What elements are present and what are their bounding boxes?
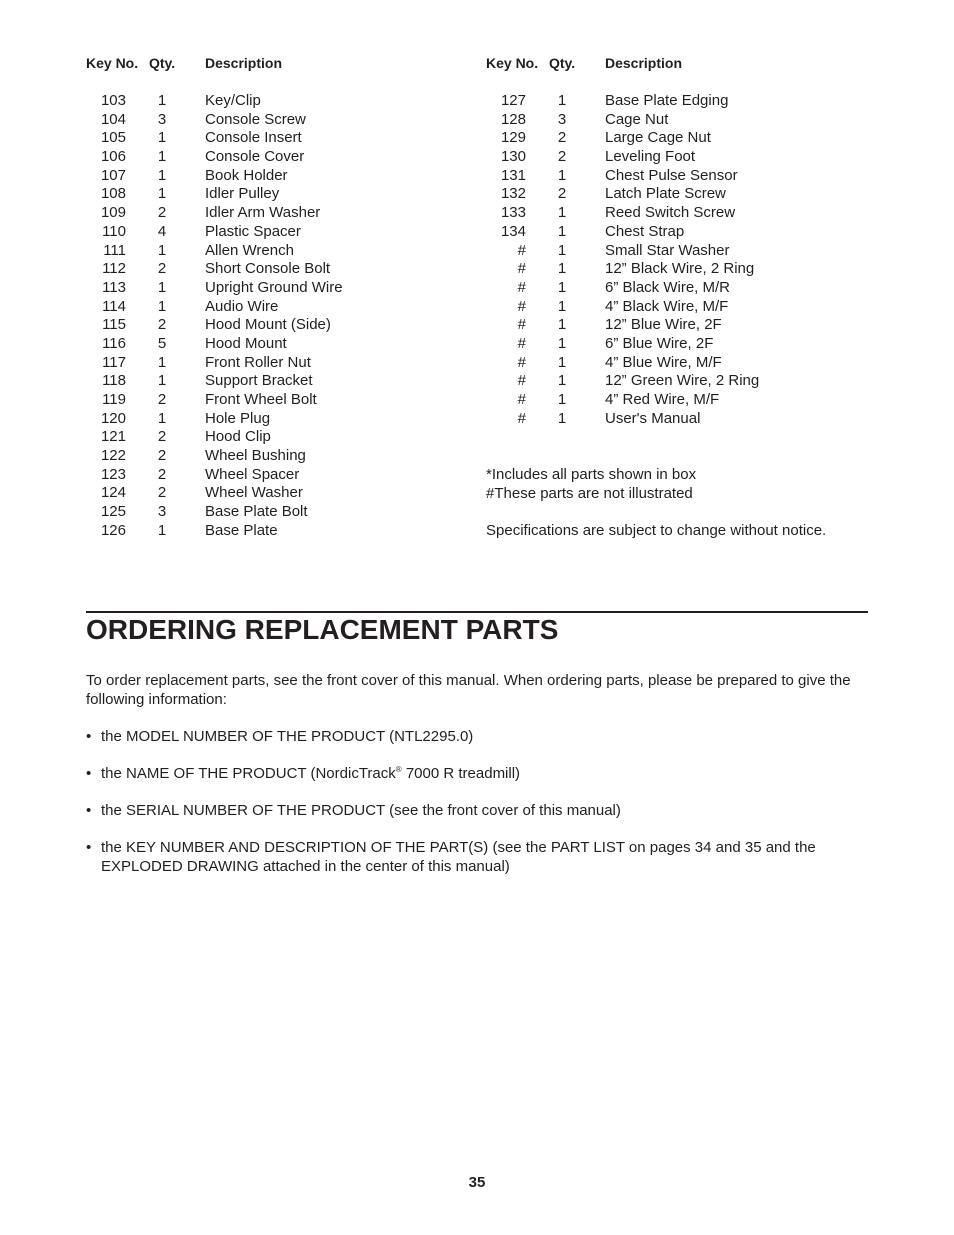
key-number-cell: 107	[100, 166, 126, 184]
quantity-cell: 2	[157, 484, 167, 502]
table-row	[486, 167, 886, 186]
table-row	[486, 298, 886, 317]
key-number-cell: #	[517, 334, 526, 352]
quantity-cell: 1	[157, 129, 167, 147]
description-cell: Front Wheel Bolt	[205, 391, 317, 408]
parts-rows	[86, 92, 486, 541]
quantity-cell: 1	[157, 353, 167, 371]
key-number-cell: 123	[100, 465, 126, 483]
table-row	[86, 466, 486, 485]
table-row	[86, 185, 486, 204]
note-not-illustrated: #These parts are not illustrated	[486, 484, 693, 502]
table-row	[86, 503, 486, 522]
quantity-cell: 2	[157, 465, 167, 483]
key-number-cell: 118	[102, 372, 126, 390]
key-number-cell: 114	[102, 297, 126, 315]
key-number-cell: #	[517, 409, 526, 427]
quantity-cell: 1	[157, 92, 167, 109]
table-row	[86, 279, 486, 298]
key-number-cell: 126	[100, 521, 126, 539]
key-number-cell: #	[517, 316, 526, 334]
key-number-cell: #	[517, 391, 526, 408]
description-cell: Wheel Washer	[205, 484, 303, 502]
table-row	[486, 129, 886, 148]
quantity-cell: 1	[557, 241, 567, 259]
key-number-cell: 108	[100, 185, 126, 203]
quantity-cell: 1	[557, 204, 567, 222]
bullet-text: the SERIAL NUMBER OF THE PRODUCT (see the front cover of this manual)	[101, 802, 621, 819]
bullet-text-after: 7000 R treadmill)	[401, 765, 521, 782]
table-row	[86, 484, 486, 503]
description-cell: User's Manual	[605, 409, 701, 427]
table-row	[486, 111, 886, 130]
description-cell: Audio Wire	[205, 297, 279, 315]
table-row	[86, 410, 486, 429]
quantity-cell: 4	[157, 222, 167, 240]
description-cell: Base Plate Bolt	[205, 503, 308, 521]
description-cell: Upright Ground Wire	[205, 278, 343, 296]
quantity-cell: 1	[557, 372, 567, 390]
table-row	[86, 335, 486, 354]
key-number-cell: 103	[100, 92, 126, 109]
description-cell: Key/Clip	[205, 92, 261, 109]
parts-list-right	[486, 55, 886, 427]
key-number-cell: 113	[102, 278, 126, 296]
quantity-cell: 1	[557, 297, 567, 315]
table-row	[486, 354, 886, 373]
key-number-cell: 121	[100, 428, 126, 446]
bullet-icon: •	[86, 802, 92, 819]
table-row	[86, 260, 486, 279]
key-number-cell: 128	[500, 110, 526, 128]
ordering-info-list	[86, 728, 868, 895]
table-row	[86, 391, 486, 410]
table-row	[86, 223, 486, 242]
description-cell: Short Console Bolt	[205, 260, 331, 278]
key-number-cell: 119	[102, 391, 126, 408]
quantity-cell: 1	[157, 521, 167, 539]
bullet-text: the MODEL NUMBER OF THE PRODUCT (NTL2295.0)	[101, 728, 474, 745]
table-row	[86, 522, 486, 541]
table-row	[486, 185, 886, 204]
quantity-cell: 3	[157, 503, 167, 521]
quantity-cell: 1	[557, 260, 567, 278]
description-cell: Plastic Spacer	[205, 222, 301, 240]
parts-notes	[486, 466, 826, 541]
description-cell: 4” Blue Wire, M/F	[605, 353, 722, 371]
bullet-icon: •	[86, 765, 92, 782]
page-number: 35	[468, 1174, 486, 1191]
description-cell: Front Roller Nut	[205, 353, 311, 371]
description-cell: 6” Black Wire, M/R	[605, 278, 731, 296]
header-key-no: Key No.	[486, 55, 539, 71]
key-number-cell: 112	[102, 260, 126, 278]
table-row	[86, 204, 486, 223]
quantity-cell: 1	[157, 148, 167, 166]
quantity-cell: 2	[157, 391, 167, 408]
table-row	[86, 316, 486, 335]
key-number-cell: 115	[102, 316, 126, 334]
quantity-cell: 1	[557, 391, 567, 408]
table-row	[86, 298, 486, 317]
quantity-cell: 2	[557, 148, 567, 166]
table-row	[86, 372, 486, 391]
table-row	[486, 242, 886, 261]
parts-list-left	[86, 55, 486, 539]
description-cell: Base Plate Edging	[605, 92, 729, 109]
key-number-cell: 120	[100, 409, 126, 427]
quantity-cell: 1	[557, 278, 567, 296]
quantity-cell: 1	[157, 409, 167, 427]
quantity-cell: 1	[157, 372, 167, 390]
key-number-cell: 106	[100, 148, 126, 166]
table-row	[86, 129, 486, 148]
description-cell: Console Screw	[205, 110, 306, 128]
quantity-cell: 1	[557, 166, 567, 184]
quantity-cell: 1	[557, 334, 567, 352]
quantity-cell: 1	[557, 92, 567, 109]
header-description: Description	[605, 55, 683, 71]
key-number-cell: 132	[500, 185, 526, 203]
description-cell: 12” Blue Wire, 2F	[605, 316, 722, 334]
key-number-cell: #	[517, 278, 526, 296]
quantity-cell: 3	[157, 110, 167, 128]
description-cell: Idler Arm Washer	[205, 204, 321, 222]
quantity-cell: 1	[557, 316, 567, 334]
table-row	[86, 242, 486, 261]
registered-mark: ®	[395, 765, 402, 774]
key-number-cell: 111	[103, 241, 126, 259]
table-row	[486, 279, 886, 298]
quantity-cell: 2	[157, 316, 167, 334]
quantity-cell: 2	[157, 447, 167, 465]
table-row	[486, 92, 886, 111]
quantity-cell: 1	[557, 353, 567, 371]
description-cell: 12” Green Wire, 2 Ring	[605, 372, 760, 390]
description-cell: Wheel Bushing	[205, 447, 306, 465]
description-cell: 6” Blue Wire, 2F	[605, 334, 714, 352]
parts-list-header	[486, 55, 886, 75]
key-number-cell: 125	[100, 503, 126, 521]
table-row	[86, 447, 486, 466]
list-item-model	[86, 728, 868, 747]
parts-list-header	[86, 55, 486, 75]
description-cell: Reed Switch Screw	[605, 204, 736, 222]
key-number-cell: #	[517, 297, 526, 315]
key-number-cell: #	[517, 353, 526, 371]
bullet-icon: •	[86, 728, 92, 745]
table-row	[86, 92, 486, 111]
quantity-cell: 1	[157, 297, 167, 315]
table-row	[86, 111, 486, 130]
key-number-cell: 131	[500, 166, 526, 184]
key-number-cell: 133	[500, 204, 526, 222]
description-cell: Base Plate	[205, 521, 278, 539]
table-row	[486, 260, 886, 279]
table-row	[86, 148, 486, 167]
quantity-cell: 1	[557, 409, 567, 427]
description-cell: Chest Strap	[605, 222, 685, 240]
key-number-cell: 134	[500, 222, 526, 240]
description-cell: Console Insert	[205, 129, 302, 147]
description-cell: Idler Pulley	[205, 185, 280, 203]
table-row	[486, 335, 886, 354]
list-item-name	[86, 765, 868, 784]
quantity-cell: 1	[557, 222, 567, 240]
section-divider	[86, 611, 868, 613]
description-cell: Cage Nut	[605, 110, 669, 128]
quantity-cell: 1	[157, 185, 167, 203]
table-row	[86, 354, 486, 373]
quantity-cell: 2	[157, 204, 167, 222]
key-number-cell: 116	[102, 334, 126, 352]
parts-rows	[486, 92, 886, 428]
description-cell: Hood Mount (Side)	[205, 316, 331, 334]
section-heading: ORDERING REPLACEMENT PARTS	[86, 614, 559, 645]
description-cell: Hood Clip	[205, 428, 271, 446]
key-number-cell: 117	[102, 353, 126, 371]
header-description: Description	[205, 55, 283, 71]
description-cell: Hole Plug	[205, 409, 271, 427]
header-qty: Qty.	[149, 55, 176, 71]
table-row	[86, 428, 486, 447]
quantity-cell: 2	[157, 260, 167, 278]
quantity-cell: 1	[157, 278, 167, 296]
description-cell: 4” Red Wire, M/F	[605, 391, 720, 408]
list-item-serial	[86, 802, 868, 821]
description-cell: Console Cover	[205, 148, 305, 166]
description-cell: 4” Black Wire, M/F	[605, 297, 729, 315]
quantity-cell: 5	[157, 334, 167, 352]
table-row	[486, 410, 886, 429]
description-cell: Large Cage Nut	[605, 129, 711, 147]
description-cell: Leveling Foot	[605, 148, 696, 166]
table-row	[486, 391, 886, 410]
key-number-cell: 122	[100, 447, 126, 465]
description-cell: Latch Plate Screw	[605, 185, 726, 203]
description-cell: Allen Wrench	[205, 241, 294, 259]
list-item-key-number	[86, 839, 868, 876]
table-row	[486, 223, 886, 242]
description-cell: Chest Pulse Sensor	[605, 166, 738, 184]
note-includes: *Includes all parts shown in box	[486, 466, 697, 483]
key-number-cell: 110	[102, 222, 126, 240]
quantity-cell: 2	[157, 428, 167, 446]
description-cell: Book Holder	[205, 166, 288, 184]
key-number-cell: #	[517, 372, 526, 390]
description-cell: 12” Black Wire, 2 Ring	[605, 260, 755, 278]
quantity-cell: 2	[557, 185, 567, 203]
header-qty: Qty.	[549, 55, 576, 71]
bullet-text: the KEY NUMBER AND DESCRIPTION OF THE PART(S) (see the PART LIST on pages 34 and 35 and the EXPLODED DRAWING attached in the center of this manual)	[101, 839, 816, 875]
description-cell: Small Star Washer	[605, 241, 730, 259]
bullet-text-before: the NAME OF THE PRODUCT (NordicTrack	[101, 765, 396, 782]
quantity-cell: 2	[557, 129, 567, 147]
bullet-icon: •	[86, 839, 92, 856]
key-number-cell: 105	[100, 129, 126, 147]
description-cell: Support Bracket	[205, 372, 313, 390]
header-key-no: Key No.	[86, 55, 139, 71]
table-row	[486, 316, 886, 335]
note-specifications: Specifications are subject to change without notice.	[486, 522, 827, 540]
table-row	[486, 204, 886, 223]
key-number-cell: 130	[500, 148, 526, 166]
intro-paragraph: To order replacement parts, see the front cover of this manual. When ordering parts, please be prepared to give the following information:	[86, 672, 851, 708]
key-number-cell: 109	[100, 204, 126, 222]
description-cell: Hood Mount	[205, 334, 287, 352]
quantity-cell: 1	[157, 166, 167, 184]
key-number-cell: #	[517, 260, 526, 278]
key-number-cell: #	[517, 241, 526, 259]
key-number-cell: 127	[500, 92, 526, 109]
description-cell: Wheel Spacer	[205, 465, 300, 483]
key-number-cell: 104	[100, 110, 126, 128]
quantity-cell: 3	[557, 110, 567, 128]
table-row	[486, 148, 886, 167]
quantity-cell: 1	[157, 241, 167, 259]
table-row	[86, 167, 486, 186]
key-number-cell: 129	[500, 129, 526, 147]
key-number-cell: 124	[100, 484, 126, 502]
table-row	[486, 372, 886, 391]
